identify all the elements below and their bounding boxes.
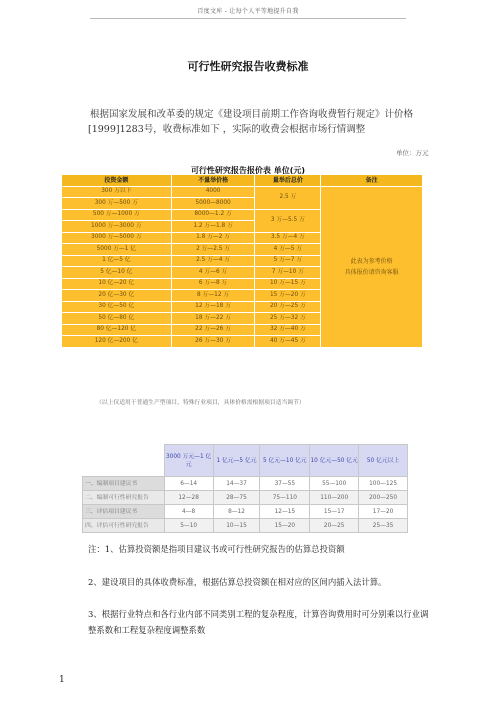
price-before-cell: 5000—8000 [171, 198, 255, 210]
fee-row-label: 四、评估可行性研究报告 [83, 519, 165, 533]
header-price-before: 不量举价格 [171, 175, 255, 187]
price-before-cell: 2.5 万—4 万 [171, 255, 255, 267]
remarks-line-2: 具体报价请咨询客服 [344, 268, 399, 276]
fee-cell: 37—55 [260, 477, 310, 491]
fee-table-header: 3000 万元—1 亿元 [164, 445, 213, 477]
price-table-caption: （以上仅适用于普通生产型项目，特殊行业项目，具体价格需根据项目适当调节） [96, 400, 305, 406]
fee-table-header: 1 亿元—5 亿元 [213, 445, 260, 477]
note-2: 2、建设项目的具体收费标准，根据估算总投资额在相对应的区间内插入法计算。 [88, 577, 387, 587]
price-before-cell: 18 万—22 万 [171, 313, 255, 325]
fee-cell: 17—20 [359, 505, 408, 519]
remarks-cell [321, 186, 423, 347]
fee-cell: 6—14 [164, 477, 213, 491]
fee-row-label: 二、编制可行性研究报告 [83, 491, 165, 505]
price-before-cell: 4000 [171, 186, 255, 198]
price-after-cell: 32 万—40 万 [255, 324, 321, 336]
fee-cell: 15—20 [260, 519, 310, 533]
price-after-cell: 3.5 万—4 万 [255, 232, 321, 244]
document-title: 可行性研究报告收费标准 [187, 60, 309, 73]
price-after-cell: 15 万—20 万 [255, 290, 321, 302]
fee-cell: 4—8 [164, 505, 213, 519]
investment-cell: 500 万—1000 万 [62, 209, 172, 221]
fee-cell: 55—100 [310, 477, 359, 491]
price-before-cell: 1.8 万—2 万 [171, 232, 255, 244]
investment-cell: 3000 万—5000 万 [62, 232, 172, 244]
price-before-cell: 12 万—18 万 [171, 301, 255, 313]
investment-cell: 300 万以下 [62, 186, 172, 198]
price-after-cell: 3 万—5.5 万 [255, 209, 321, 232]
investment-cell: 1 亿—5 亿 [62, 255, 172, 267]
fee-cell: 15—17 [310, 505, 359, 519]
note-3: 3、根据行业特点和各行业内部不同类别工程的复杂程度，计算咨询费用时可分别乘以行业调整系数和工程复杂程度调整系数 [88, 609, 429, 635]
fee-table-header: 5 亿元—10 亿元 [260, 445, 310, 477]
investment-cell: 50 亿—80 亿 [62, 313, 172, 325]
table-row [83, 519, 408, 533]
page-number: 1 [59, 675, 65, 685]
price-before-cell: 6 万—8 万 [171, 278, 255, 290]
investment-cell: 30 亿—50 亿 [62, 301, 172, 313]
table-row [62, 186, 423, 198]
price-after-cell: 25 万—32 万 [255, 313, 321, 325]
price-before-cell: 4 万—6 万 [171, 267, 255, 279]
fee-cell: 75—110 [260, 491, 310, 505]
investment-cell: 300 万—500 万 [62, 198, 172, 210]
fee-cell: 25—35 [359, 519, 408, 533]
price-after-cell: 5 万—7 万 [255, 255, 321, 267]
price-table-header-row [62, 175, 423, 187]
price-before-cell: 26 万—30 万 [171, 336, 255, 348]
fee-cell: 20—25 [310, 519, 359, 533]
remarks-line-1: 此表为参考价格 [350, 257, 393, 265]
header-price-after: 量举后总价 [255, 175, 321, 187]
investment-cell: 10 亿—20 亿 [62, 278, 172, 290]
price-table [61, 174, 423, 348]
note-1: 注：1、估算投资额是指项目建议书或可行性研究报告的估算总投资额 [88, 544, 345, 554]
price-after-cell: 20 万—25 万 [255, 301, 321, 313]
header-remarks: 备注 [321, 175, 423, 187]
fee-cell: 14—37 [213, 477, 260, 491]
price-before-cell: 8 万—12 万 [171, 290, 255, 302]
fee-table-header-row [83, 445, 408, 477]
fee-table-header: 50 亿元以上 [359, 445, 408, 477]
header-investment: 投资金额 [62, 175, 172, 187]
page-header: 百度文库 - 让每个人平等地提升自我 [90, 6, 406, 19]
investment-cell: 5 亿—10 亿 [62, 267, 172, 279]
price-table-title: 可行性研究报告报价表 单位(元) [190, 166, 306, 175]
price-after-cell: 10 万—15 万 [255, 278, 321, 290]
fee-table-header: 10 亿元—50 亿元 [310, 445, 359, 477]
investment-cell: 5000 万—1 亿 [62, 244, 172, 256]
fee-cell: 110—200 [310, 491, 359, 505]
fee-standard-table [82, 444, 408, 533]
investment-cell: 80 亿—120 亿 [62, 324, 172, 336]
intro-paragraph: 根据国家发展和改革委的规定《建设项目前期工作咨询收费暂行规定》计价格[1999]1283号，收费标准如下 ，实际的收费会根据市场行情调整 [88, 109, 414, 135]
fee-row-label: 三、评估项目建议书 [83, 505, 165, 519]
price-before-cell: 22 万—26 万 [171, 324, 255, 336]
table-row [83, 477, 408, 491]
price-before-cell: 2 万—2.5 万 [171, 244, 255, 256]
table-row [83, 491, 408, 505]
price-after-cell: 40 万—45 万 [255, 336, 321, 348]
fee-table-corner [83, 445, 165, 477]
fee-cell: 5—10 [164, 519, 213, 533]
fee-cell: 10—15 [213, 519, 260, 533]
price-after-cell: 2.5 万 [255, 186, 321, 209]
investment-cell: 120 亿—200 亿 [62, 336, 172, 348]
fee-cell: 8—12 [213, 505, 260, 519]
price-before-cell: 1.2 万—1.8 万 [171, 221, 255, 233]
fee-cell: 12—28 [164, 491, 213, 505]
price-after-cell: 4 万—5 万 [255, 244, 321, 256]
fee-cell: 12—15 [260, 505, 310, 519]
fee-cell: 200—250 [359, 491, 408, 505]
fee-cell: 100—125 [359, 477, 408, 491]
table-row [83, 505, 408, 519]
unit-label: 单位：万元 [396, 149, 429, 157]
price-before-cell: 8000—1.2 万 [171, 209, 255, 221]
investment-cell: 1000 万—3000 万 [62, 221, 172, 233]
fee-cell: 28—75 [213, 491, 260, 505]
fee-row-label: 一、编制项目建议书 [83, 477, 165, 491]
price-after-cell: 7 万—10 万 [255, 267, 321, 279]
investment-cell: 20 亿—30 亿 [62, 290, 172, 302]
